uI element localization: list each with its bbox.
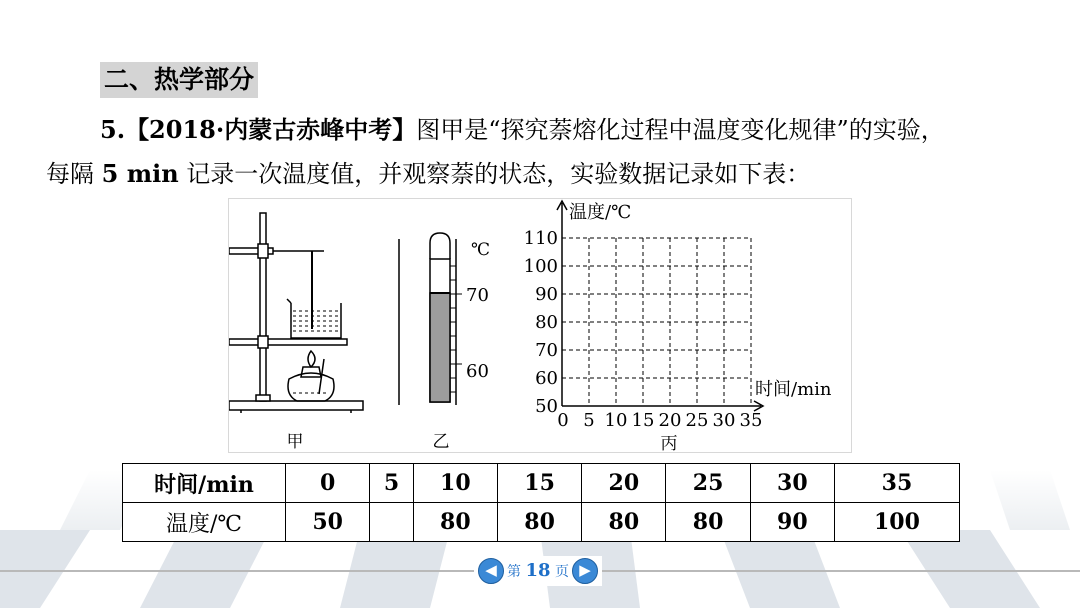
question-source: 【2018·内蒙古赤峰中考】 xyxy=(125,115,417,144)
table-header-time: 时间/min xyxy=(123,464,286,503)
y-tick-80: 80 xyxy=(535,312,558,333)
question-line-2 xyxy=(46,154,810,189)
thermometer-unit: ℃ xyxy=(471,240,491,260)
arrow-left-icon: ◀ xyxy=(485,561,497,579)
table-cell: 90 xyxy=(750,503,834,542)
data-table xyxy=(122,463,960,542)
next-page-button[interactable] xyxy=(572,558,598,584)
graph-y-axis-label: 温度/℃ xyxy=(569,202,632,223)
label-jia: 甲 xyxy=(286,432,304,452)
apparatus-jia xyxy=(229,213,363,413)
y-tick-100: 100 xyxy=(523,256,558,277)
table-cell: 80 xyxy=(582,503,666,542)
thermometer-yi xyxy=(399,233,462,405)
thermometer-tick-70: 70 xyxy=(466,285,489,306)
pager-box xyxy=(474,556,602,586)
x-tick-5: 5 xyxy=(583,410,595,431)
question-line-1 xyxy=(100,110,945,145)
arrow-right-icon: ▶ xyxy=(579,561,591,579)
question-text-1: 图甲是“探究萘熔化过程中温度变化规律”的实验， xyxy=(416,116,945,144)
page-suffix: 页 xyxy=(554,564,569,580)
y-tick-70: 70 xyxy=(535,340,558,361)
x-tick-0: 0 xyxy=(557,410,569,431)
table-row-temperature xyxy=(123,503,960,542)
table-cell: 80 xyxy=(497,503,581,542)
label-yi: 乙 xyxy=(432,432,450,452)
table-cell: 30 xyxy=(750,464,834,503)
table-header-temperature: 温度/℃ xyxy=(123,503,286,542)
x-tick-25: 25 xyxy=(685,410,709,431)
x-tick-15: 15 xyxy=(631,410,655,431)
table-cell: 5 xyxy=(370,464,413,503)
page-prefix: 第 xyxy=(507,564,522,580)
x-tick-35: 35 xyxy=(739,410,763,431)
thermometer-tick-60: 60 xyxy=(466,361,489,382)
page-navigation xyxy=(0,556,1080,586)
graph-bing xyxy=(557,201,763,411)
y-tick-60: 60 xyxy=(535,368,558,389)
table-cell: 10 xyxy=(413,464,497,503)
x-tick-10: 10 xyxy=(604,410,628,431)
table-cell: 80 xyxy=(413,503,497,542)
table-cell: 50 xyxy=(286,503,370,542)
table-cell: 25 xyxy=(666,464,750,503)
question-text-2a: 每隔 xyxy=(46,160,102,188)
y-tick-110: 110 xyxy=(523,228,558,249)
section-title: 二、热学部分 xyxy=(100,62,258,98)
graph-x-axis-label: 时间/min xyxy=(755,379,832,400)
experiment-figure xyxy=(228,198,852,453)
table-cell: 0 xyxy=(286,464,370,503)
y-tick-90: 90 xyxy=(535,284,558,305)
table-cell: 20 xyxy=(582,464,666,503)
x-tick-20: 20 xyxy=(658,410,682,431)
question-interval: 5 min xyxy=(101,159,179,188)
x-tick-30: 30 xyxy=(712,410,736,431)
page-indicator xyxy=(506,560,570,581)
label-bing: 丙 xyxy=(660,434,678,452)
prev-page-button[interactable] xyxy=(478,558,504,584)
figure-drawing xyxy=(229,199,851,452)
question-text-2b: 记录一次温度值，并观察萘的状态，实验数据记录如下表： xyxy=(178,160,811,188)
table-row-time xyxy=(123,464,960,503)
y-tick-50: 50 xyxy=(535,396,558,417)
question-number: 5. xyxy=(100,115,126,144)
page-number: 18 xyxy=(525,560,551,581)
table-cell: 80 xyxy=(666,503,750,542)
table-cell-blank xyxy=(370,503,413,542)
table-cell: 15 xyxy=(497,464,581,503)
table-cell: 100 xyxy=(834,503,959,542)
table-cell: 35 xyxy=(834,464,959,503)
